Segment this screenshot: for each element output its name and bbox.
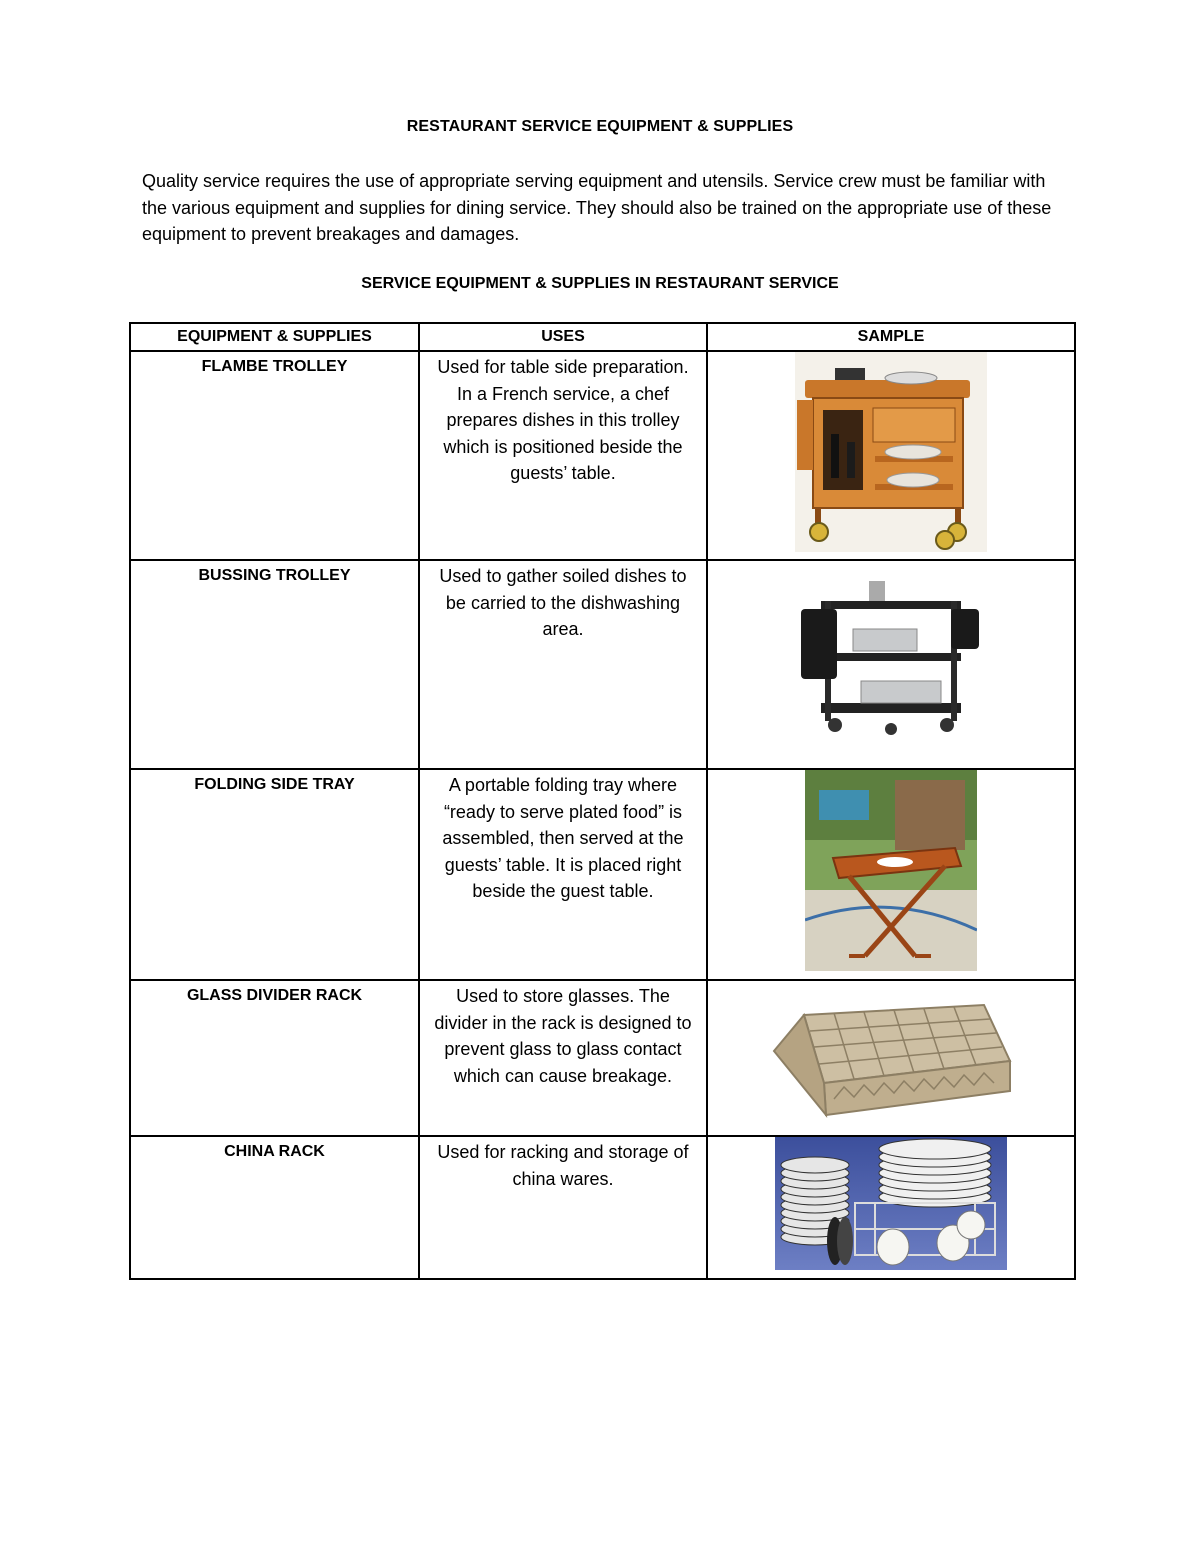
header-sample: SAMPLE: [707, 323, 1075, 351]
intro-paragraph: Quality service requires the use of appropriate serving equipment and utensils. Service crew must be familiar with the various equipment and supplies for dining service. They should also be trained on the appropriate use of these equipment to prevent breakages and damages.: [142, 171, 1052, 244]
header-uses: USES: [419, 323, 707, 351]
table-row: [130, 560, 1075, 769]
table-header-row: [130, 323, 1075, 351]
table-row: [130, 980, 1075, 1136]
equipment-sample: [707, 560, 1075, 769]
table-row: [130, 351, 1075, 560]
china-rack-photo: [775, 1137, 1007, 1270]
equipment-uses: Used to store glasses. The divider in the rack is designed to prevent glass to glass contact which can cause breakage.: [419, 980, 707, 1136]
document-title: RESTAURANT SERVICE EQUIPMENT & SUPPLIES: [406, 118, 794, 135]
equipment-name: FOLDING SIDE TRAY: [130, 769, 419, 980]
equipment-table: [129, 322, 1076, 1280]
table-title: SERVICE EQUIPMENT & SUPPLIES IN RESTAURANT SERVICE: [361, 275, 839, 292]
equipment-uses: A portable folding tray where “ready to serve plated food” is assembled, then served at the guests’ table. It is placed right beside the guest table.: [419, 769, 707, 980]
equipment-name: GLASS DIVIDER RACK: [130, 980, 419, 1136]
equipment-name: BUSSING TROLLEY: [130, 560, 419, 769]
glass-divider-rack-photo: [764, 991, 1018, 1121]
bussing-trolley-photo: [791, 573, 991, 753]
equipment-uses: Used for table side preparation. In a French service, a chef prepares dishes in this trolley which is positioned beside the guests’ table.: [419, 351, 707, 560]
flambe-trolley-photo: [795, 352, 987, 552]
equipment-sample: [707, 351, 1075, 560]
equipment-sample: [707, 980, 1075, 1136]
equipment-name: CHINA RACK: [130, 1136, 419, 1279]
equipment-uses: Used to gather soiled dishes to be carried to the dishwashing area.: [419, 560, 707, 769]
equipment-uses: Used for racking and storage of china wares.: [419, 1136, 707, 1279]
equipment-sample: [707, 1136, 1075, 1279]
equipment-sample: [707, 769, 1075, 980]
table-row: [130, 769, 1075, 980]
table-row: [130, 1136, 1075, 1279]
folding-side-tray-photo: [805, 770, 977, 971]
equipment-name: FLAMBE TROLLEY: [130, 351, 419, 560]
header-equipment: EQUIPMENT & SUPPLIES: [130, 323, 419, 351]
